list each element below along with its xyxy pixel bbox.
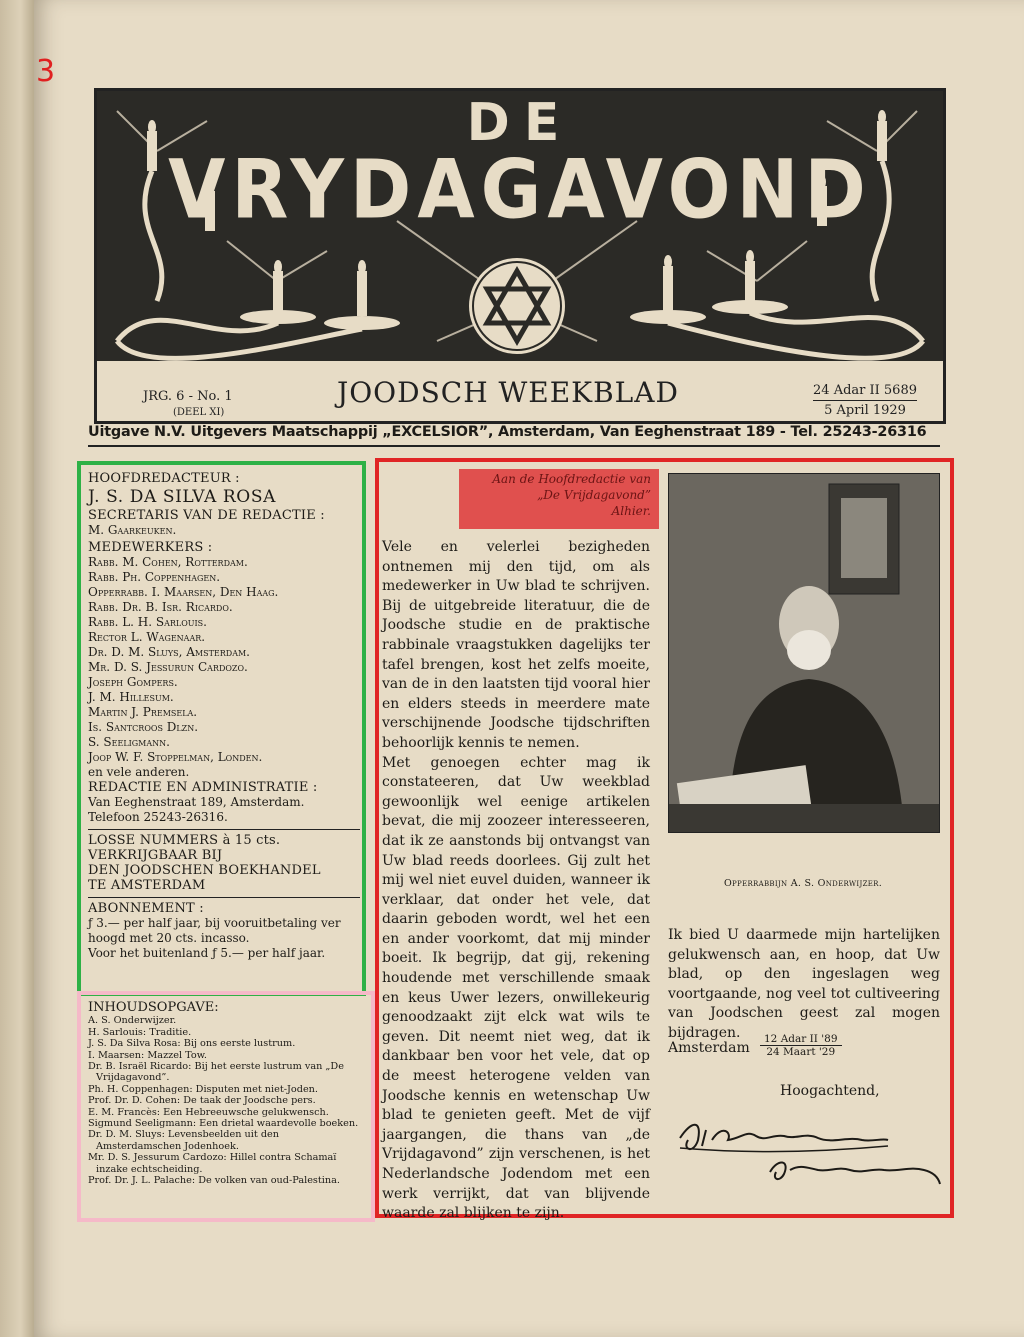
hoofdredacteur-name: J. S. DA SILVA ROSA	[88, 487, 276, 507]
address-line: „De Vrijdagavond”	[537, 488, 651, 502]
medewerker: Rabb. M. Cohen, Rotterdam.	[88, 555, 248, 569]
masthead-de: DE	[466, 93, 574, 153]
page-edge	[0, 0, 34, 1337]
contents-item: Prof. Dr. D. Cohen: De taak der Joodsche pers.	[88, 1095, 316, 1107]
page-marker: 3	[36, 54, 56, 89]
contents-item: Mr. D. S. Jessurum Cardozo: Hillel contra Schamaï inzake echtscheiding.	[88, 1152, 337, 1175]
medewerker: Joop W. F. Stoppelman, Londen.	[88, 750, 263, 764]
letter-paragraph: Vele en velerlei bezigheden ontnemen mij den tijd, om als medewerker in Uw blad te schrijven. Bij de uitgebreide literatuur, die de Joodsche studie en de praktische rabbinale vraagstukken dagelijks ter tafel brengen, kost het zelfs moeite, van de in den laatsten tijd vooral hier en elders steeds in meerdere mate verschijnende Joodsche tijdschriften behoorlijk kennis te nemen.	[382, 539, 650, 751]
issue-dates	[813, 381, 917, 420]
medewerker: Mr. D. S. Jessurun Cardozo.	[88, 660, 248, 674]
letter-date	[760, 1033, 842, 1058]
greeting: Hoogachtend,	[780, 1083, 880, 1099]
masthead	[94, 88, 946, 424]
civil-date: 5 April 1929	[813, 400, 917, 420]
medewerker: Opperrabb. I. Maarsen, Den Haag.	[88, 585, 279, 599]
handwritten-signature	[672, 1110, 942, 1190]
photo-caption: Opperrabbijn A. S. Onderwijzer.	[723, 878, 883, 889]
contents-list	[88, 1002, 363, 1187]
closing-paragraph: Ik bied U daarmede mijn hartelijken gelukwensch aan, en hoop, dat Uw blad, op den ingeslagen weg voortgaande, nog veel tot cultiveering van Joodschen geest zal mogen bijdragen.	[668, 927, 940, 1041]
contents-item: E. M. Francès: Een Hebreeuwsche gelukwensch.	[88, 1106, 329, 1118]
divider	[88, 897, 360, 898]
contents-item: Ph. H. Coppenhagen: Disputen met niet-Joden.	[88, 1083, 318, 1095]
portrait-figure	[669, 474, 939, 832]
deel-number: (DEEL XI)	[173, 407, 225, 418]
letter-place: Amsterdam	[668, 1040, 750, 1056]
volume-number: JRG. 6 - No. 1	[143, 389, 233, 404]
medewerker: S. Seeligmann.	[88, 735, 170, 749]
medewerker: Martin J. Premsela.	[88, 705, 198, 719]
medewerker: Rabb. Ph. Coppenhagen.	[88, 570, 221, 584]
masthead-title: VRYDAGAVOND	[168, 142, 872, 238]
contents-item: Sigmund Seeligmann: Een drietal waardevolle boeken.	[88, 1118, 359, 1130]
date-civil: 24 Maart '29	[766, 1046, 836, 1058]
medewerker: Rector L. Wagenaar.	[88, 630, 206, 644]
medewerker: Rabb. L. H. Sarlouis.	[88, 615, 207, 629]
hebrew-date: 24 Adar II 5689	[813, 383, 917, 398]
date-hebrew: 12 Adar II '89	[760, 1033, 842, 1046]
medewerker: Joseph Gompers.	[88, 675, 178, 689]
medewerker: Dr. D. M. Sluys, Amsterdam.	[88, 645, 250, 659]
address-line: Aan de Hoofdredactie van	[492, 472, 651, 486]
hoofdredacteur-label: HOOFDREDACTEUR :	[88, 471, 240, 486]
medewerkers-label: MEDEWERKERS :	[88, 540, 213, 555]
signature	[672, 1110, 942, 1194]
masthead-subtitle: JOODSCH WEEKBLAD	[337, 376, 679, 409]
abonnement-line: hoogd met 20 cts. incasso.	[88, 931, 250, 945]
verkrijgbaar-line: DEN JOODSCHEN BOEKHANDEL	[88, 863, 321, 878]
contents-item: I. Maarsen: Mazzel Tow.	[88, 1049, 207, 1061]
publisher-line: Uitgave N.V. Uitgevers Maatschappij „EXCELSIOR”, Amsterdam, Van Eeghenstraat 189 - Tel. 25243-26316	[88, 424, 940, 447]
contents-label: INHOUDSOPGAVE:	[88, 1000, 219, 1015]
portrait-photo	[668, 473, 940, 833]
contents-item: Prof. Dr. J. L. Palache: De volken van oud-Palestina.	[88, 1175, 340, 1187]
contents-item: H. Sarlouis: Traditie.	[88, 1026, 192, 1038]
volume-info	[143, 389, 233, 421]
redactie-telefoon: Telefoon 25243-26316.	[88, 810, 228, 824]
staff-column	[88, 471, 360, 961]
contents-item: Dr. B. Israël Ricardo: Bij het eerste lustrum van „De Vrijdagavond”.	[88, 1061, 344, 1084]
abonnement-line: Voor het buitenland ƒ 5.— per half jaar.	[88, 946, 326, 960]
redactie-label: REDACTIE EN ADMINISTRATIE :	[88, 780, 318, 795]
losse-nummers: LOSSE NUMMERS à 15 cts.	[88, 833, 281, 848]
letter-paragraph: Met genoegen echter mag ik constateeren, dat Uw weekblad gewoonlijk wel eenige artikelen bevat, die mij zoozeer interesseeren, dat ik ze aanstonds bij ontvangst van Uw blad reeds doorlees. Gij zult het mij wel niet euvel duiden, wanneer ik verklaar, dat onder het vele, dat daarin geboden wordt, wel het een en ander voorkomt, dat mij minder boeit. Ik begrijp, dat gij, rekening houdende met verschillende smaak en keus Uwer lezers, onwillekeurig genoodzaakt zijt elck wat wils te geven. Dit neemt niet weg, dat ik dankbaar ben voor het vele, dat op de meest heterogene velden van Joodsche kennis en wetenschap Uw blad te genieten geeft. Met de vijf jaargangen, die thans van „de Vrijdagavond” zijn verschenen, is het Nederlandsche Jodendom met een werk verrijkt, dat van blijvende waarde zal blijken te zijn.	[382, 754, 650, 1222]
medewerker: en vele anderen.	[88, 765, 190, 779]
verkrijgbaar-line: TE AMSTERDAM	[88, 878, 206, 893]
medewerker: Rabb. Dr. B. Isr. Ricardo.	[88, 600, 233, 614]
letter-body	[382, 538, 650, 1224]
verkrijgbaar-line: VERKRIJGBAAR BIJ	[88, 848, 223, 863]
contents-item: Dr. D. M. Sluys: Levensbeelden uit den Amsterdamschen Jodenhoek.	[88, 1129, 279, 1152]
abonnement-line: ƒ 3.— per half jaar, bij vooruitbetaling ver	[88, 916, 341, 930]
contents-item: J. S. Da Silva Rosa: Bij ons eerste lustrum.	[88, 1038, 296, 1050]
medewerker: Is. Santcroos Dlzn.	[88, 720, 199, 734]
contents-item: A. S. Onderwijzer.	[88, 1015, 177, 1027]
medewerker: J. M. Hillesum.	[88, 690, 174, 704]
divider	[88, 829, 360, 830]
address-line: Alhier.	[611, 504, 651, 518]
letter-address	[459, 469, 659, 529]
secretaris-name: M. Gaarkeuken.	[88, 523, 177, 537]
secretaris-label: SECRETARIS VAN DE REDACTIE :	[88, 508, 325, 523]
redactie-address: Van Eeghenstraat 189, Amsterdam.	[88, 795, 305, 809]
abonnement-label: ABONNEMENT :	[88, 901, 204, 916]
